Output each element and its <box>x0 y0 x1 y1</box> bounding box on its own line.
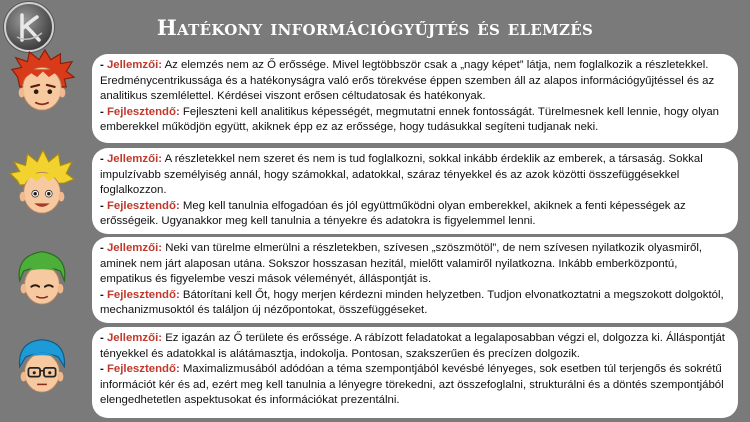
jellemzoi-paragraph: - Jellemzői: Neki van türelme elmerülni a részletekben, szívesen „szöszmötöl”, de nem szívesen nyilatkozik olyasmiről, aminek nem járt alaposan utána. Sokszor hosszasan hezitál, mielőtt valamiről nyilatkozna. Inkább emberközpontú, empatikus és figyelembe veszi mások véleményét, álláspontját is. <box>100 242 703 286</box>
fejlesztendo-paragraph: - Fejlesztendő: Fejleszteni kell analitikus képességét, megmutatni ennek fontosságát. Türelmesnek kell lennie, hogy olyan emberekkel működjön együtt, akiknek épp ez az erőssége, hogy tudásukkal segíteni tudjanak neki. <box>100 105 720 134</box>
jellemzoi-tag: - Jellemzői: <box>100 59 163 71</box>
fejlesztendo-paragraph: - Fejlesztendő: Maximalizmusából adódóan a téma szempontjából kevésbé lényeges, sok esetben túl terjengős és sokrétű információt kér és ad, ezért meg kell tanulnia a lényegre törekedni, azt összefoglalni, strukturálni és a döntés szempontjából elengedhetetlen aspektusokat és információkat prezentálni. <box>100 363 724 407</box>
green-hair-avatar-icon <box>8 242 76 310</box>
yellow-hair-avatar-icon <box>8 150 76 218</box>
profile-card-yellow <box>92 148 738 234</box>
fejlesztendo-paragraph: - Fejlesztendő: Meg kell tanulnia elfogadóan és jól együttműködni olyan emberekkel, akiknek a fenti képességek az erősségeik. Ugyanakkor meg kell tanulnia a tényekre és adatokra is figyelemmel lenni. <box>100 199 686 228</box>
jellemzoi-tag: - Jellemzői: <box>100 242 163 254</box>
profile-card-blue <box>92 327 738 418</box>
red-hair-avatar-icon <box>8 48 76 116</box>
fejlesztendo-tag: - Fejlesztendő: <box>100 199 180 212</box>
jellemzoi-paragraph: - Jellemzői: Ez igazán az Ő területe és erőssége. A rábízott feladatokat a legalaposabban végzi el, dolgozza ki. Álláspontját tényekkel és adatokkal is alátámasztja, indokolja. Pontosan, szakszerűen és precízen dolgozik. <box>100 332 725 360</box>
fejlesztendo-tag: - Fejlesztendő: <box>100 288 180 301</box>
jellemzoi-tag: - Jellemzői: <box>100 332 163 344</box>
jellemzoi-tag: - Jellemzői: <box>100 153 163 165</box>
fejlesztendo-tag: - Fejlesztendő: <box>100 105 180 118</box>
page-title: Hatékony információgyűjtés és elemzés <box>156 15 594 40</box>
fejlesztendo-paragraph: - Fejlesztendő: Bátorítani kell Őt, hogy merjen kérdezni minden helyzetben. Tudjon elvonatkoztatni a megszokott dolgoktól, mechanizmusoktól és találjon új nézőpontokat, összefüggéseket. <box>100 288 724 317</box>
profile-card-red <box>92 54 738 143</box>
fejlesztendo-tag: - Fejlesztendő: <box>100 363 180 376</box>
profile-card-green <box>92 237 738 323</box>
blue-hair-glasses-avatar-icon <box>8 330 76 398</box>
jellemzoi-paragraph: - Jellemzői: A részletekkel nem szeret és nem is tud foglalkozni, sokkal inkább érdeklik az emberek, a társaság. Sokkal impulzívabb személyiség annál, hogy számokkal, adatokkal, száraz tényekkel és az azok közötti összefüggésekkel foglalkozzon. <box>100 153 703 197</box>
jellemzoi-paragraph: - Jellemzői: Az elemzés nem az Ő erőssége. Mivel legtöbbször csak a „nagy képet” látja, nem foglalkozik a részletekkel. Eredménycentrikussága és a hatékonyságra való erős törekvése éppen szemben áll az alapos információgyűjtéssel és az analitikus szemlélettel. Kérdései viszont erősen céltudatosak és hatékonyak. <box>100 59 715 103</box>
